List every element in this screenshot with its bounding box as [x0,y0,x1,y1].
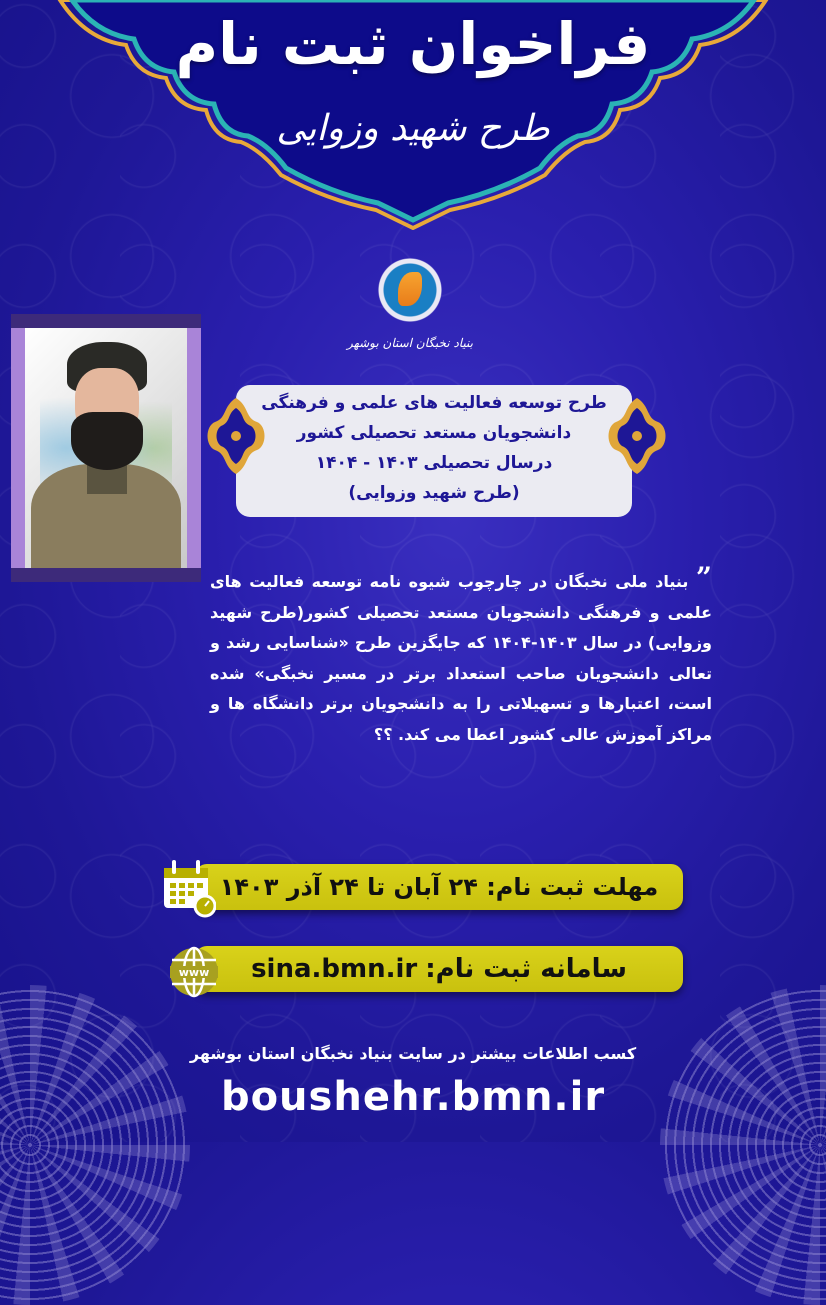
deadline-banner [195,864,683,910]
description-quote [210,563,712,750]
info-line: درسال تحصیلی ۱۴۰۳ - ۱۴۰۴ [315,453,553,473]
beard [71,412,143,470]
frame-edge [11,314,201,328]
open-quote-mark: ” [695,561,712,594]
frame-side [11,314,25,582]
frame-side [187,314,201,582]
www-globe-icon [168,946,220,998]
info-line: (طرح شهید وزوایی) [348,483,520,503]
logo-caption: بنیاد نخبگان استان بوشهر [346,336,474,350]
close-quote-mark: ؟؟ [373,724,393,744]
header-banner [0,0,826,230]
calendar-icon [160,858,216,918]
registration-label: سامانه ثبت نام: [425,954,627,984]
martyr-portrait [11,314,201,582]
registration-url-link[interactable]: sina.bmn.ir [251,954,418,984]
registration-site-banner [195,946,683,992]
portrait-photo [25,328,187,568]
info-line: طرح توسعه فعالیت های علمی و فرهنگی [261,393,607,413]
page-title: فراخوان ثبت نام [175,10,651,78]
info-line: دانشجویان مستعد تحصیلی کشور [296,423,572,443]
more-info-text: کسب اطلاعات بیشتر در سایت بنیاد نخبگان استان بوشهر [189,1044,637,1063]
website-url-link[interactable]: boushehr.bmn.ir [220,1074,606,1120]
frame-edge [11,568,201,582]
svg-text:www: www [178,966,210,979]
page-subtitle: طرح شهید وزوایی [276,108,550,149]
deadline-text: مهلت ثبت نام: ۲۴ آبان تا ۲۴ آذر ۱۴۰۳ [219,873,659,901]
foundation-logo [378,258,442,322]
quote-text: بنیاد ملی نخبگان در چارچوب شیوه نامه توسعه فعالیت های علمی و فرهنگی دانشجویان مستعد تحصیلی کشور(طرح شهید وزوایی) در سال ۱۴۰۳-۱۴۰۴ که جایگزین طرح «شناسایی رشد و تعالی دانشجویان صاحب استعداد برتر در مسیر نخبگی» شده است، اعتبارها و تسهیلاتی را به دانشجویان برتر دانشگاه ها و مراکز آموزش عالی کشور اعطا می کند. [210,572,712,744]
program-info-text [236,388,632,508]
